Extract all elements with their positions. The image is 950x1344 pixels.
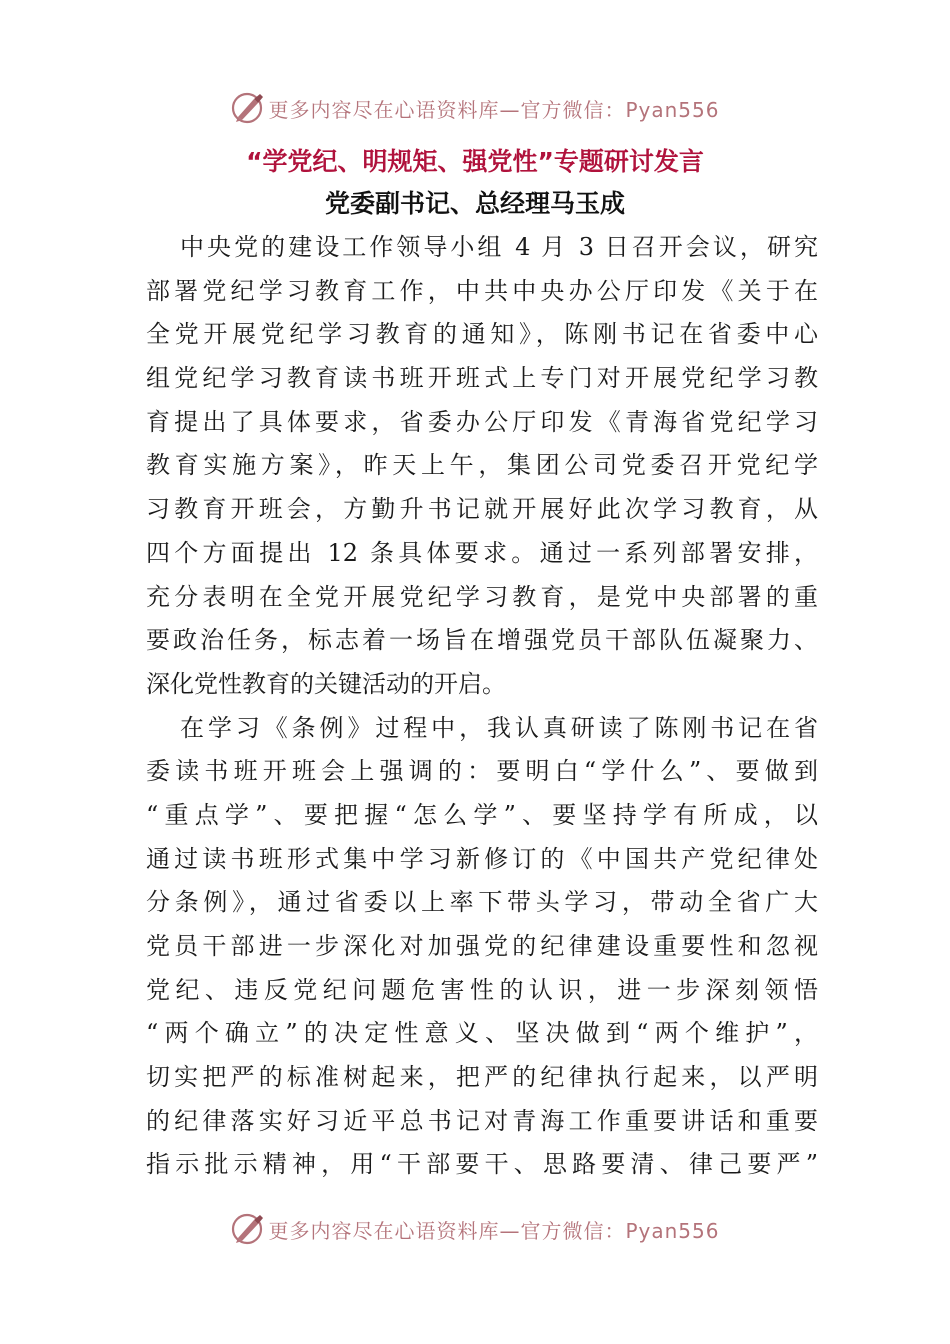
text-line: 委读书班开班会上强调的：要明白“学什么”、要做到 [146,757,818,786]
text-line: 党员干部进一步深化对加强党的纪律建设重要性和忽视 [146,932,818,960]
pen-logo-icon [230,1211,266,1247]
watermark-footer [0,1207,950,1251]
text-line: 充分表明在全党开展党纪学习教育，是党中央部署的重 [146,582,818,611]
text-line: 要政治任务，标志着一场旨在增强党员干部队伍凝聚力、 [146,626,818,655]
document-body [146,226,818,1187]
text-line: 四个方面提出 12 条具体要求。通过一系列部署安排， [146,538,818,567]
text-line: “两个确立”的决定性意义、坚决做到“两个维护”， [146,1019,818,1048]
text-line: 分条例》，通过省委以上率下带头学习，带动全省广大 [146,888,818,917]
pen-logo-icon [230,90,266,126]
text-line: 全党开展党纪学习教育的通知》，陈刚书记在省委中心 [146,320,818,349]
text-line: 习教育开班会，方勤升书记就开展好此次学习教育，从 [146,495,818,524]
text-line: 育提出了具体要求，省委办公厅印发《青海省党纪学习 [146,407,818,436]
watermark-text: 更多内容尽在心语资料库—官方微信：Pyan556 [268,1218,720,1243]
document-subtitle: 党委副书记、总经理马玉成 [324,189,625,218]
text-line: 在学习《条例》过程中，我认真研读了陈刚书记在省 [180,713,818,742]
text-line: 党纪、违反党纪问题危害性的认识，进一步深刻领悟 [146,975,818,1004]
text-line: 部署党纪学习教育工作，中共中央办公厅印发《关于在 [146,276,818,305]
watermark-header [0,86,950,130]
text-line: 组党纪学习教育读书班开班式上专门对开展党纪学习教 [146,364,818,393]
text-line: 教育实施方案》，昨天上午，集团公司党委召开党纪学 [146,451,818,480]
text-line: 中央党的建设工作领导小组 4 月 3 日召开会议，研究 [180,233,818,261]
document-title: “学党纪、明规矩、强党性”专题研讨发言 [246,147,704,176]
text-line: 指示批示精神，用“干部要干、思路要清、律己要严” [146,1150,818,1179]
text-line: 切实把严的标准树起来，把严的纪律执行起来，以严明 [146,1063,818,1092]
text-line: 深化党性教育的关键活动的开启。 [146,669,506,698]
text-line: 的纪律落实好习近平总书记对青海工作重要讲话和重要 [146,1106,818,1135]
text-line: 通过读书班形式集中学习新修订的《中国共产党纪律处 [146,844,818,873]
watermark-text: 更多内容尽在心语资料库—官方微信：Pyan556 [268,97,720,122]
text-line: “重点学”、要把握“怎么学”、要坚持学有所成，以 [146,800,818,829]
